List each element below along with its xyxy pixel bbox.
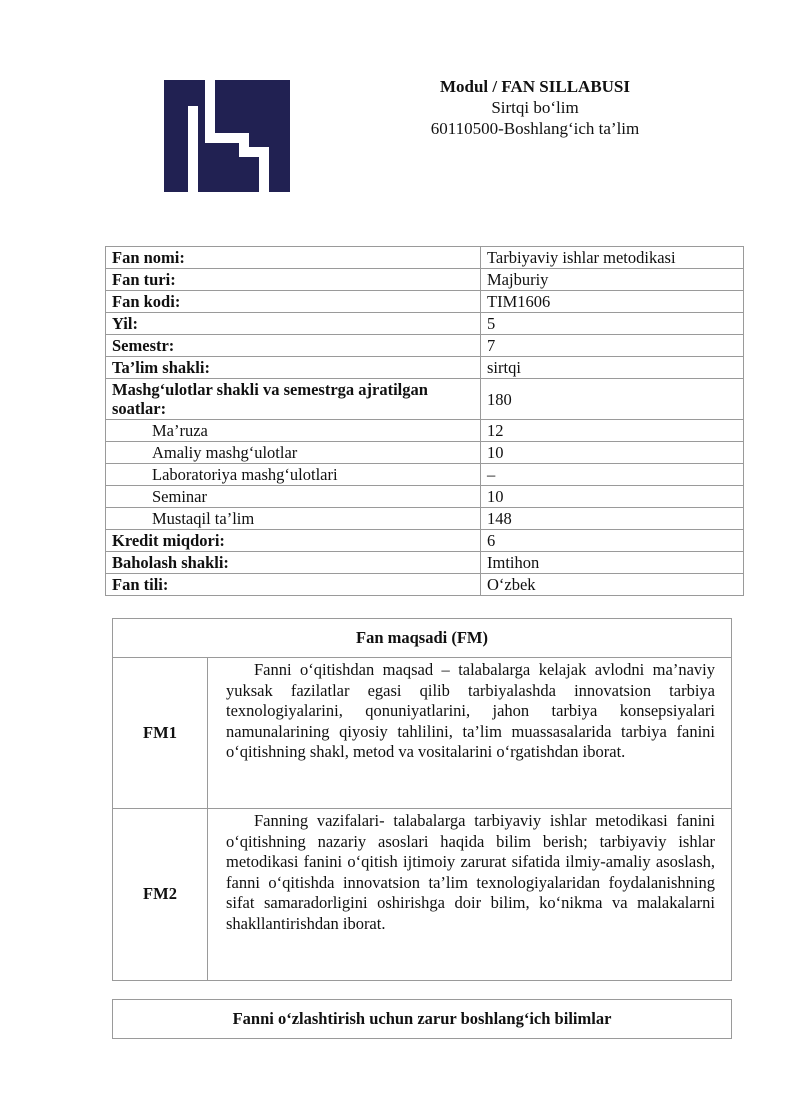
- row-label: Baholash shakli:: [106, 552, 481, 574]
- table-row: [106, 552, 744, 574]
- table-row: [106, 508, 744, 530]
- row-value: 180: [481, 379, 744, 420]
- row-value: 5: [481, 313, 744, 335]
- row-value: O‘zbek: [481, 574, 744, 596]
- row-label: Seminar: [106, 486, 481, 508]
- row-value: 10: [481, 442, 744, 464]
- goal-description: [208, 658, 732, 809]
- row-value: TIM1606: [481, 291, 744, 313]
- document-header: [380, 76, 690, 139]
- row-value: –: [481, 464, 744, 486]
- row-value: Tarbiyaviy ishlar metodikasi: [481, 247, 744, 269]
- row-label: Semestr:: [106, 335, 481, 357]
- row-value: 10: [481, 486, 744, 508]
- table-row: [106, 335, 744, 357]
- course-goals-table: [112, 618, 732, 981]
- row-label: Fan turi:: [106, 269, 481, 291]
- course-info-table: [105, 246, 744, 596]
- row-label: Fan nomi:: [106, 247, 481, 269]
- prerequisites-table: [112, 999, 732, 1039]
- table-row: [106, 486, 744, 508]
- goals-heading: Fan maqsadi (FM): [113, 619, 732, 658]
- row-label: Ma’ruza: [106, 420, 481, 442]
- row-label: Fan kodi:: [106, 291, 481, 313]
- program-name: 60110500-Boshlang‘ich ta’lim: [430, 119, 640, 138]
- document-subtitle: Sirtqi bo‘lim: [491, 98, 579, 117]
- row-label: Kredit miqdori:: [106, 530, 481, 552]
- goal-description: [208, 809, 732, 981]
- table-row: [106, 574, 744, 596]
- document-title: Modul / FAN SILLABUSI: [439, 77, 631, 96]
- goal-text: Fanni o‘qitishdan maqsad – talabalarga kelajak avlodni ma’naviy yuksak fazilatlar egasi qilib tarbiyalashda innovatsion tarbiya texnologiyalarini, qonuniyatlarini, jahon tarbiya konsepsiyalari namunalarining qiyosiy tahlilini, ta’lim muassasalarida tarbiya fanini o‘qitishning shakl, metod va vositalarini o‘rgatishdan iborat.: [226, 660, 715, 761]
- table-row: [106, 313, 744, 335]
- university-logo: [164, 80, 290, 192]
- table-row: [106, 269, 744, 291]
- row-value: 148: [481, 508, 744, 530]
- goal-text: Fanning vazifalari- talabalarga tarbiyaviy ishlar metodikasi fanini o‘qitishning nazariy asoslari haqida bilim berish; tarbiyaviy ishlar metodikasi fanini o‘qitish ijtimoiy zarurat sifatida ilmiy-amaliy asoslash, fanni o‘qitishda innovatsion ta’lim texnologiyalaridan foydalanishning sifat samaradorligini oshirishga doir bilim, ko‘nikma va malakalarni shakllantirishdan iborat.: [226, 811, 715, 933]
- row-label: Fan tili:: [106, 574, 481, 596]
- row-value: 12: [481, 420, 744, 442]
- row-label: Yil:: [106, 313, 481, 335]
- table-row: [106, 530, 744, 552]
- table-row: [106, 291, 744, 313]
- goal-code: FM2: [113, 809, 208, 981]
- table-row: [106, 464, 744, 486]
- row-value: sirtqi: [481, 357, 744, 379]
- table-row: [106, 247, 744, 269]
- row-label: Ta’lim shakli:: [106, 357, 481, 379]
- row-label: Mustaqil ta’lim: [106, 508, 481, 530]
- row-value: 6: [481, 530, 744, 552]
- row-value: Imtihon: [481, 552, 744, 574]
- table-row: [106, 420, 744, 442]
- goal-row: [113, 658, 732, 809]
- row-value: Majburiy: [481, 269, 744, 291]
- prerequisites-heading: Fanni o‘zlashtirish uchun zarur boshlang‘ich bilimlar: [113, 1000, 732, 1039]
- row-value: 7: [481, 335, 744, 357]
- goal-row: [113, 809, 732, 981]
- table-row: [106, 357, 744, 379]
- row-label: Amaliy mashg‘ulotlar: [106, 442, 481, 464]
- table-row: [106, 379, 744, 420]
- table-row: [106, 442, 744, 464]
- row-label: Laboratoriya mashg‘ulotlari: [106, 464, 481, 486]
- row-label: Mashg‘ulotlar shakli va semestrga ajratilgan soatlar:: [106, 379, 481, 420]
- goal-code: FM1: [113, 658, 208, 809]
